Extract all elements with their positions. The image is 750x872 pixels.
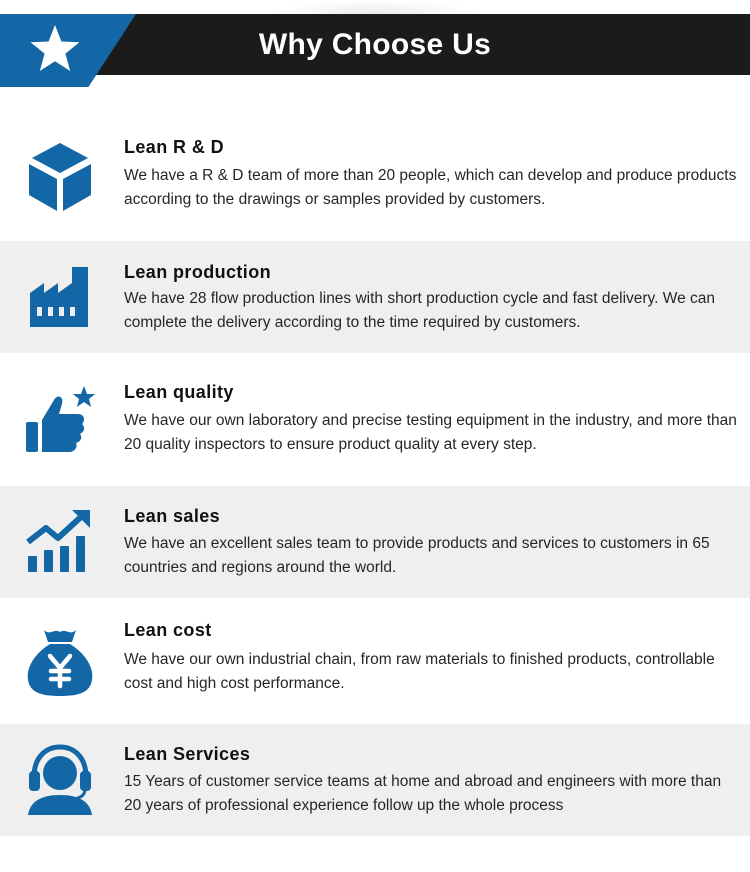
headset-support-icon xyxy=(24,743,96,815)
feature-description: 15 Years of customer service teams at home and abroad and engineers with more than 20 years of professional experience follow up the whole process xyxy=(124,773,722,814)
thumbs-up-icon xyxy=(24,384,96,456)
growth-chart-icon xyxy=(24,506,96,578)
money-bag-icon xyxy=(24,624,96,696)
feature-description: We have our own industrial chain, from raw materials to finished products, controllable cost and high cost performance. xyxy=(124,651,715,692)
page-title: Why Choose Us xyxy=(258,28,492,61)
feature-quality xyxy=(0,354,750,485)
feature-title: Lean production xyxy=(124,262,271,282)
feature-production xyxy=(0,241,750,353)
feature-title: Lean quality xyxy=(124,382,234,402)
feature-title: Lean R & D xyxy=(124,137,225,157)
feature-description: We have 28 flow production lines with short production cycle and fast delivery. We can complete the delivery according to the time required by customers. xyxy=(124,290,716,331)
feature-description: We have a R & D team of more than 20 people, which can develop and produce products according to the drawings or samples provided by customers. xyxy=(124,167,737,208)
feature-sales xyxy=(0,486,750,598)
header-shadow xyxy=(270,0,480,14)
feature-services xyxy=(0,724,750,836)
feature-rnd xyxy=(0,116,750,240)
feature-title: Lean cost xyxy=(124,620,212,640)
feature-cost xyxy=(0,599,750,723)
box-icon xyxy=(24,140,96,212)
feature-description: We have an excellent sales team to provide products and services to customers in 65 countries and regions around the world. xyxy=(124,535,710,576)
feature-description: We have our own laboratory and precise testing equipment in the industry, and more than 20 quality inspectors to ensure product quality at every step. xyxy=(124,412,737,453)
feature-title: Lean Services xyxy=(124,744,251,764)
factory-icon xyxy=(24,261,96,333)
feature-title: Lean sales xyxy=(124,506,221,526)
